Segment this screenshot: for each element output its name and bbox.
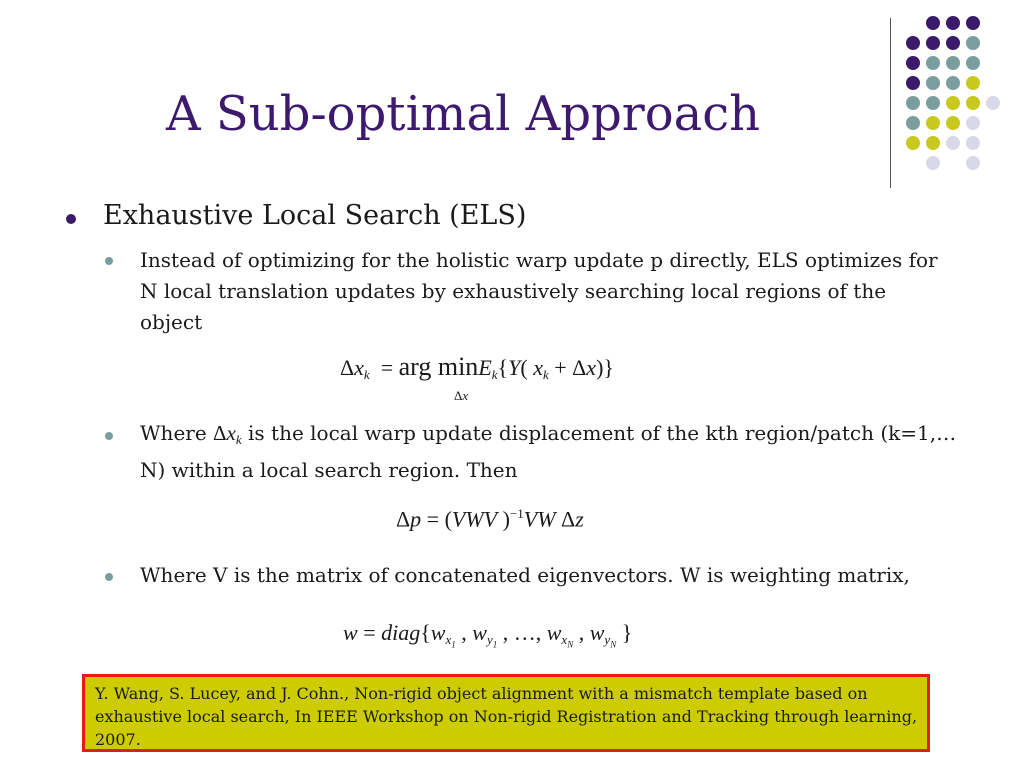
decorative-dot — [946, 96, 960, 110]
decorative-dot — [966, 156, 980, 170]
sub-bullet-dot — [105, 257, 113, 265]
equation-argmin: $\Delta x_k$ = arg minE$_k${Y( $x_k + \Delta x$)} — [340, 352, 614, 382]
equation-argmin-under: Δx — [454, 388, 469, 403]
decorative-dot — [946, 116, 960, 130]
decorative-dot — [966, 116, 980, 130]
decorative-dot — [966, 136, 980, 150]
decorative-dot — [926, 116, 940, 130]
sub-bullet-1: Instead of optimizing for the holistic warp update p directly, ELS optimizes for N local translation updates by exhaustively searching local regions of the object — [140, 248, 938, 334]
decorative-dot — [906, 96, 920, 110]
divider-line — [890, 18, 891, 188]
decorative-dot — [926, 16, 940, 30]
equation-weights: $w = diag\{w_{x_1}$ , $w_{y_1}$ , …, $w_{x_N}$ , $w_{y_N}$ } — [343, 620, 633, 650]
decorative-dot — [966, 36, 980, 50]
decorative-dot — [946, 136, 960, 150]
decorative-dot — [966, 16, 980, 30]
decorative-dot — [986, 96, 1000, 110]
sub-bullet-dot — [105, 573, 113, 581]
sub-bullet-2-post: is the local warp update displacement of the kth region/patch (k=1,…N) within a local search region. Then — [140, 421, 957, 482]
decorative-dot — [926, 76, 940, 90]
decorative-dot — [966, 76, 980, 90]
sub-bullet-2-pre: Where — [140, 421, 207, 445]
sub-bullet-3: Where V is the matrix of concatenated eigenvectors. W is weighting matrix, — [140, 563, 910, 587]
decorative-dot — [926, 56, 940, 70]
decorative-dot — [906, 116, 920, 130]
decorative-dot — [926, 96, 940, 110]
decorative-dot — [946, 56, 960, 70]
sub-bullet-dot — [105, 432, 113, 440]
decorative-dot — [926, 156, 940, 170]
decorative-dot — [966, 96, 980, 110]
decorative-dot — [966, 56, 980, 70]
decorative-dot — [946, 16, 960, 30]
decorative-dot — [946, 76, 960, 90]
decorative-dot — [926, 136, 940, 150]
decorative-dot — [906, 76, 920, 90]
bullet-dot — [66, 214, 76, 224]
decorative-dot — [906, 136, 920, 150]
sub-bullet-2: Where $\Delta x_k$ is the local warp update displacement of the kth region/patch (k=1,…N) within a local search region. Then — [140, 421, 957, 482]
decorative-dot — [906, 36, 920, 50]
decorative-dot — [906, 56, 920, 70]
page-title: A Sub-optimal Approach — [166, 86, 761, 142]
decorative-dot — [926, 36, 940, 50]
reference-box: Y. Wang, S. Lucey, and J. Cohn., Non-rigid object alignment with a mismatch template based on exhaustive local search, In IEEE Workshop on Non-rigid Registration and Tracking through learning, 2007. — [82, 674, 930, 752]
decorative-dot — [946, 36, 960, 50]
equation-delta-p: Δp = (VWV )$^{-1}$VW Δz — [396, 506, 584, 532]
bullet-els: Exhaustive Local Search (ELS) — [103, 200, 527, 231]
